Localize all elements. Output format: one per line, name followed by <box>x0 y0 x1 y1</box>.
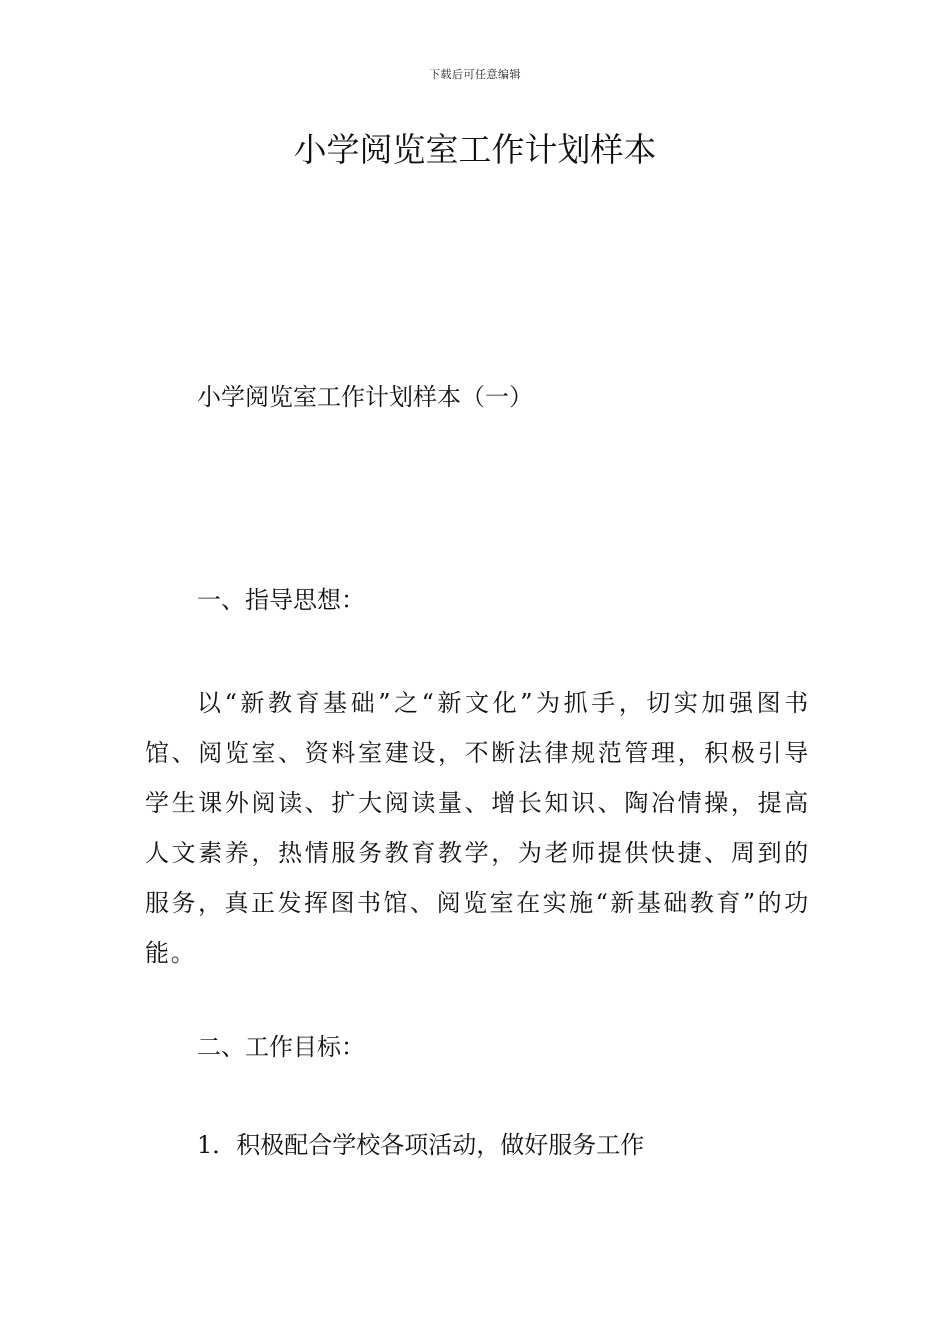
guiding-ideology-paragraph: 以“新教育基础”之“新文化”为抓手，切实加强图书馆、阅览室、资料室建设，不断法律规范管理，积极引导学生课外阅读、扩大阅读量、增长知识、陶冶情操，提高人文素养，热情服务教育教学，为老师提供快捷、周到的服务，真正发挥图书馆、阅览室在实施“新基础教育”的功能。 <box>145 689 810 967</box>
header-note: 下载后可任意编辑 <box>429 68 521 81</box>
document-title: 小学阅览室工作计划样本 <box>293 130 657 169</box>
section-heading-work-goals: 二、工作目标： <box>197 1033 365 1061</box>
work-goal-item-1: 1．积极配合学校各项活动，做好服务工作 <box>197 1131 645 1159</box>
document-subtitle: 小学阅览室工作计划样本（一） <box>197 383 533 411</box>
section-heading-guiding-ideology: 一、指导思想： <box>197 586 365 614</box>
